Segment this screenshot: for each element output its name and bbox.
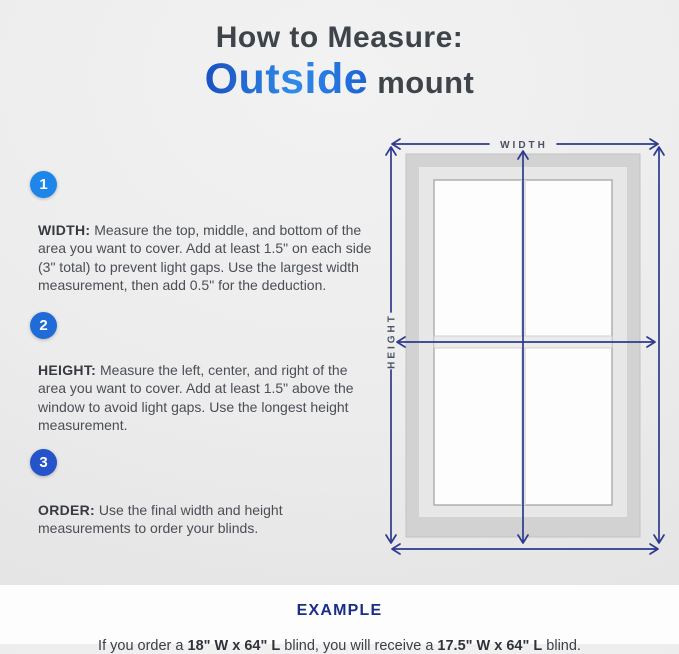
- right-vertical-arrow: [654, 147, 664, 543]
- step-3-body: Use the final width and height measurements to order your blinds.: [38, 502, 283, 537]
- example-part-3: blind.: [542, 637, 581, 654]
- step-2-text: [38, 361, 378, 434]
- page-title: [0, 22, 679, 102]
- step-3-badge: [30, 449, 57, 476]
- height-arrow-label: HEIGHT: [386, 313, 398, 369]
- step-3-label: ORDER:: [38, 502, 96, 518]
- step-3-number: 3: [39, 454, 48, 471]
- example-received-size: 17.5" W x 64" L: [437, 637, 543, 654]
- step-2-label: HEIGHT:: [38, 362, 97, 378]
- example-sentence: [0, 638, 679, 654]
- step-2-badge: [30, 312, 57, 339]
- step-1-badge: [30, 171, 57, 198]
- example-ordered-size: 18" W x 64" L: [187, 637, 281, 654]
- title-line-2: [0, 54, 679, 103]
- bottom-horizontal-arrow: [392, 544, 658, 554]
- step-2-number: 2: [39, 317, 48, 334]
- step-2-body: Measure the left, center, and right of the area you want to cover. Add at least 1.5" above the window to avoid light gaps. Use the longest height measurement.: [38, 362, 354, 433]
- step-1-label: WIDTH:: [38, 222, 91, 238]
- step-1-text: [38, 221, 378, 294]
- title-suffix-word: mount: [377, 64, 475, 100]
- title-accent-word: Outside: [204, 54, 369, 103]
- title-line-1: How to Measure:: [215, 21, 464, 54]
- step-1-number: 1: [39, 176, 48, 193]
- example-part-2: blind, you will receive a: [280, 637, 438, 654]
- step-3-text: [38, 501, 378, 538]
- step-1-body: Measure the top, middle, and bottom of the area you want to cover. Add at least 1.5" on each side (3" total) to prevent light gaps. Use the largest width measurement, then add 0.5" for the deduction.: [38, 222, 372, 293]
- width-arrow-label: WIDTH: [500, 140, 548, 151]
- example-part-1: If you order a: [98, 637, 188, 654]
- example-heading: EXAMPLE: [296, 602, 383, 619]
- window-measurement-diagram: [378, 130, 670, 560]
